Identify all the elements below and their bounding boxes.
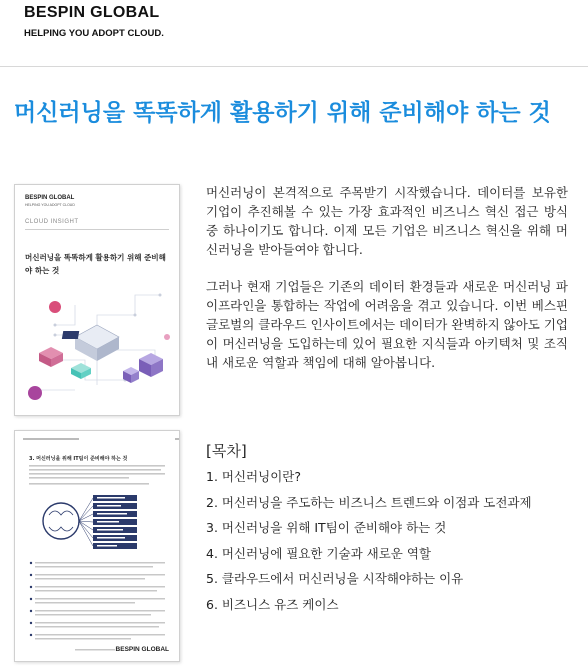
preview-section-title: 3. 머신러닝을 위해 IT팀이 준비해야 하는 것 xyxy=(29,456,128,462)
cover-illustration xyxy=(15,185,179,415)
toc-list xyxy=(206,467,532,620)
toc-item: 5. 클라우드에서 머신러닝을 시작해야하는 이유 xyxy=(206,571,464,586)
toc-item: 4. 머신러닝에 필요한 기술과 새로운 역할 xyxy=(206,545,431,561)
cover-tagline: HELPING YOU ADOPT CLOUD xyxy=(25,203,75,207)
report-cover-image[interactable] xyxy=(14,184,180,416)
toc-heading: [목차] xyxy=(206,442,247,460)
site-header xyxy=(0,0,588,67)
toc-item: 6. 비즈니스 유즈 케이스 xyxy=(206,596,339,612)
cover-title: 머신러닝을 똑똑하게 활용하기 위해 준비해야 하는 것 xyxy=(25,253,166,275)
toc-item: 1. 머신러닝이란? xyxy=(206,469,301,484)
detail-paragraph: 그러나 현재 기업들은 기존의 데이터 환경들과 새로운 머신러닝 파이프라인을 통합하는 작업에 어려움을 겪고 있습니다. 이번 베스핀글로벌의 클라우드 인사이트에서는 데이터가 완벽하지 않아도 기업이 머신러닝을 도입하는데 있어 필요한 지식들과 아키텍처 및 조직 내 새로운 역할과 책임에 대해 알아봅니다. xyxy=(206,279,568,370)
brand-logo[interactable]: BESPIN GLOBAL xyxy=(24,4,160,21)
cover-series: CLOUD INSIGHT xyxy=(25,219,79,225)
preview-footer-brand: BESPIN GLOBAL xyxy=(115,646,169,653)
cover-brand: BESPIN GLOBAL xyxy=(25,195,75,201)
brand-tagline: HELPING YOU ADOPT CLOUD. xyxy=(24,28,164,39)
page-title: 머신러닝을 똑똑하게 활용하기 위해 준비해야 하는 것 xyxy=(14,100,551,126)
intro-paragraph: 머신러닝이 본격적으로 주목받기 시작했습니다. 데이터를 보유한 기업이 추진해볼 수 있는 가장 효과적인 비즈니스 혁신 접근 방식 중 하나이기도 합니다. 이제 모든 기업은 비즈니스 혁신을 위해 머신러닝을 받아들여야 합니다. xyxy=(206,185,568,257)
toc-item: 2. 머신러닝을 주도하는 비즈니스 트렌드와 이점과 도전과제 xyxy=(206,494,532,510)
toc-item: 3. 머신러닝을 위해 IT팀이 준비해야 하는 것 xyxy=(206,520,447,535)
report-page-preview[interactable] xyxy=(14,430,180,662)
preview-body-illustration xyxy=(15,431,179,661)
